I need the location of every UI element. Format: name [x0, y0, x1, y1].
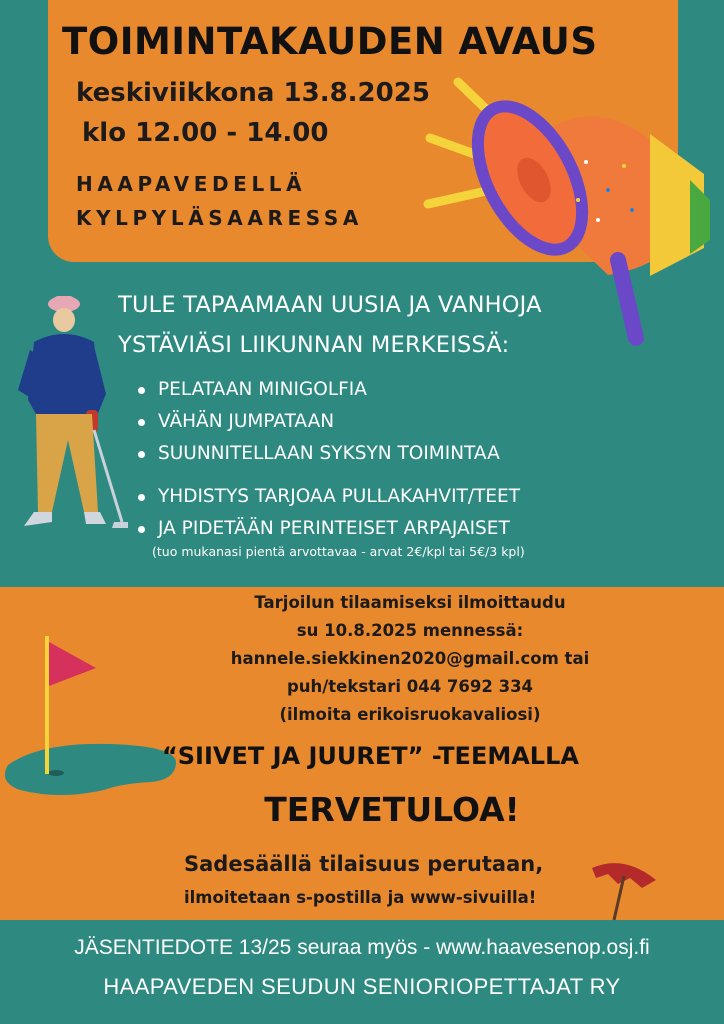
umbrella-icon: [584, 858, 664, 922]
rsvp-deadline: su 10.8.2025 mennessä:: [296, 621, 524, 640]
event-place-line2: KYLPYLÄSAARESSA: [76, 206, 363, 230]
footer-bulletin-link[interactable]: JÄSENTIEDOTE 13/25 seuraa myös - www.haavesenop.osj.fi: [74, 936, 650, 959]
raffle-note: (tuo mukanasi pientä arvottavaa - arvat 2€/kpl tai 5€/3 kpl): [152, 544, 525, 559]
welcome-heading: TERVETULOA!: [264, 790, 520, 829]
golfer-illustration: [10, 290, 135, 540]
rain-notice-line1: Sadesäällä tilaisuus perutaan,: [184, 852, 544, 876]
intro-line2: YSTÄVIÄSI LIIKUNNAN MERKEISSÄ:: [118, 332, 510, 358]
event-date: keskiviikkona 13.8.2025: [76, 78, 430, 108]
list-item: PELATAAN MINIGOLFIA: [134, 374, 500, 406]
rsvp-email-link[interactable]: hannele.siekkinen2020@gmail.com tai: [230, 649, 590, 668]
activities-list: [134, 374, 500, 470]
footer-organization: HAAPAVEDEN SEUDUN SENIORIOPETTAJAT RY: [103, 974, 621, 999]
rsvp-phone: puh/tekstari 044 7692 334: [286, 677, 534, 696]
intro-line1: TULE TAPAAMAAN UUSIA JA VANHOJA: [118, 292, 542, 318]
list-item: SUUNNITELLAAN SYKSYN TOIMINTAA: [134, 438, 500, 470]
list-item: JA PIDETÄÄN PERINTEISET ARPAJAISET: [134, 513, 520, 545]
extras-list: [134, 481, 520, 545]
event-place-line1: HAAPAVEDELLÄ: [76, 172, 307, 196]
list-item: VÄHÄN JUMPATAAN: [134, 406, 500, 438]
event-theme: “SIIVET JA JUURET” -TEEMALLA: [162, 742, 579, 770]
page-title: TOIMINTAKAUDEN AVAUS: [62, 20, 598, 63]
list-item: YHDISTYS TARJOAA PULLAKAHVIT/TEET: [134, 481, 520, 513]
rsvp-line1: Tarjoilun tilaamiseksi ilmoittaudu: [254, 593, 566, 612]
rsvp-diet-note: (ilmoita erikoisruokavaliosi): [279, 705, 541, 724]
rain-notice-line2: ilmoitetaan s-postilla ja www-sivuilla!: [184, 888, 537, 907]
event-time: klo 12.00 - 14.00: [82, 118, 329, 148]
